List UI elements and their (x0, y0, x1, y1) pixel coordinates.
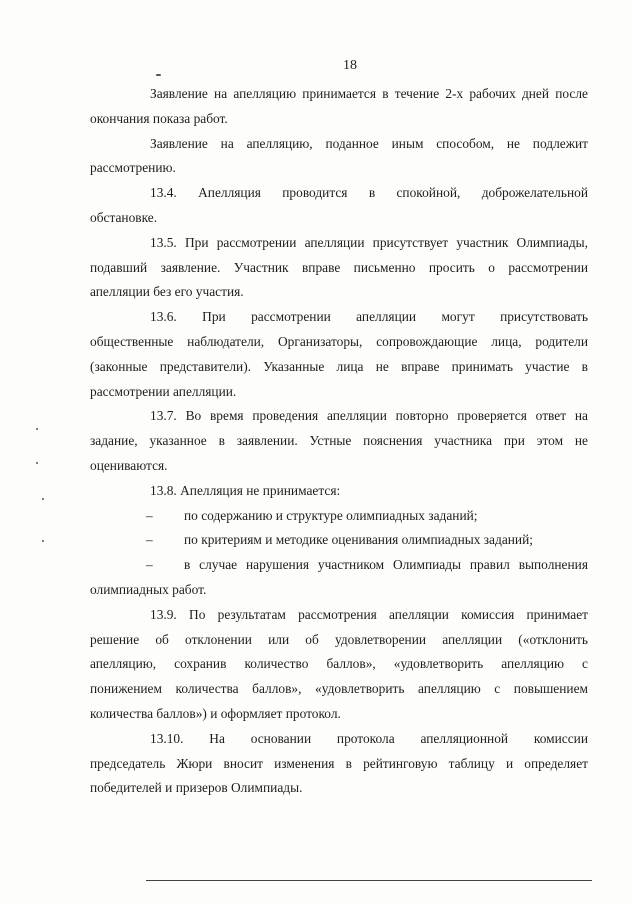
text-line: рассмотрению. (90, 160, 176, 176)
text-line: подавший заявление. Участник вправе письменно просить о рассмотрении (90, 259, 588, 275)
text-line: 13.9. По результатам рассмотрения апелляции комиссия принимает (150, 606, 588, 622)
text-line: Заявление на апелляцию принимается в течение 2-х рабочих дней после (150, 86, 588, 101)
footer-rule (146, 880, 592, 881)
dash-bullet: – (146, 507, 153, 523)
text-line: оцениваются. (90, 458, 168, 473)
text-line: рассмотрении апелляции. (90, 383, 237, 399)
text-line: количества баллов») и оформляет протокол. (90, 706, 341, 721)
text-line: апелляцию, сохранив количество баллов», «удовлетворить апелляцию с (90, 656, 588, 672)
text-line: понижением количества баллов», «удовлетворить апелляцию с повышением (90, 681, 588, 697)
dash-list-item (148, 504, 588, 529)
text-line: победителей и призеров Олимпиады. (90, 780, 303, 796)
text-line: 13.8. Апелляция не принимается: (150, 482, 341, 498)
list-item-text: в случае нарушения участником Олимпиады правил выполнения (184, 557, 588, 573)
text-line: (законные представители). Указанные лица не вправе принимать участие в (90, 358, 588, 374)
text-line: Заявление на апелляцию, поданное иным способом, не подлежит (150, 135, 588, 151)
text-line: 13.7. Во время проведения апелляции повторно проверяется ответ на (150, 408, 588, 424)
dash-bullet: – (146, 557, 153, 573)
dash-list-item (148, 528, 588, 553)
dash-bullet: – (146, 532, 153, 548)
text-line: 13.6. При рассмотрении апелляции могут присутствовать (150, 309, 588, 325)
list-item-text: по содержанию и структуре олимпиадных заданий; (184, 507, 478, 523)
text-line: председатель Жюри вносит изменения в рейтинговую таблицу и определяет (90, 755, 588, 771)
text-line: апелляции без его участия. (90, 284, 244, 300)
text-line: задание, указанное в заявлении. Устные пояснения участника при этом не (90, 433, 588, 449)
text-line: обстановке. (90, 210, 158, 225)
list-item-text: по критериям и методике оценивания олимпиадных заданий; (184, 532, 533, 548)
text-line: 13.4. Апелляция проводится в спокойной, доброжелательной (150, 185, 588, 201)
scan-speck (42, 498, 44, 500)
scan-speck (42, 540, 44, 542)
text-line: решение об отклонении или об удовлетворении апелляции («отклонить (90, 631, 588, 647)
text-line: 13.10. На основании протокола апелляционной комиссии (150, 730, 588, 746)
text-line: общественные наблюдатели, Организаторы, сопровождающие лица, родители (90, 334, 588, 349)
text-line: 13.5. При рассмотрении апелляции присутствует участник Олимпиады, (150, 234, 588, 250)
text-line: окончания показа работ. (90, 110, 228, 126)
scan-speck (36, 428, 38, 430)
text-line: олимпиадных работ. (90, 582, 207, 597)
scan-speck (156, 74, 161, 76)
dash-list-item (148, 553, 588, 578)
scan-speck (36, 462, 38, 464)
page-number: 18 (343, 58, 357, 73)
